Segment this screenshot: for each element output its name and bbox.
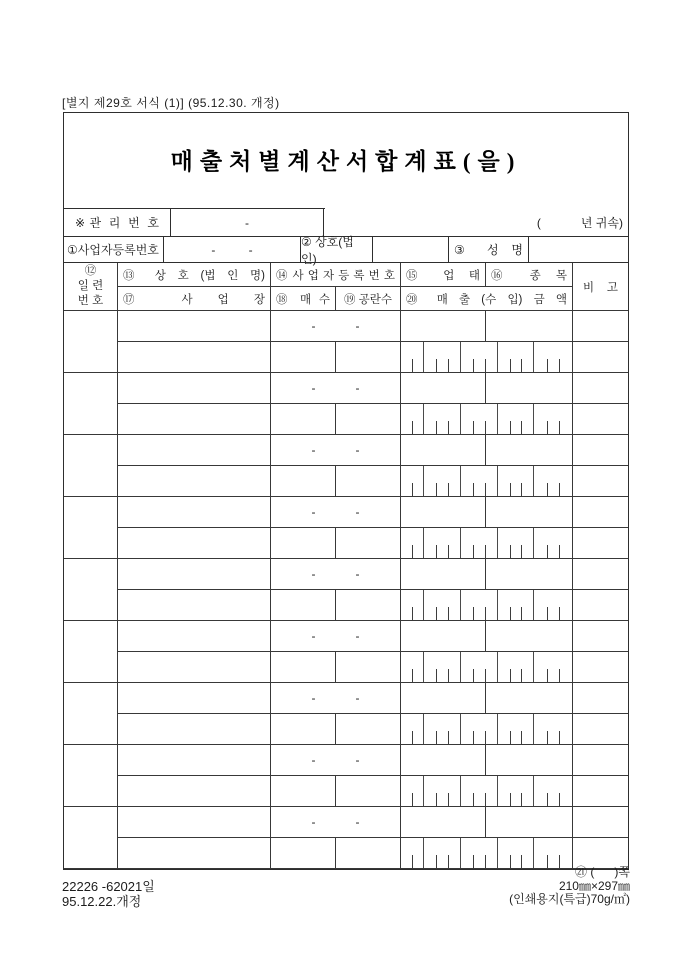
header-trade-name: ⑬ 상 호 (법 인 명) bbox=[118, 263, 271, 287]
amount-digit-group bbox=[534, 714, 572, 744]
remarks-cell[interactable] bbox=[573, 807, 628, 838]
amount-digit-group bbox=[401, 776, 424, 806]
amount-digit-group bbox=[498, 404, 534, 434]
reg-no-cell[interactable]: - - bbox=[271, 311, 401, 342]
amount-digit-group bbox=[424, 714, 461, 744]
form-title: 매출처별계산서합계표(을) bbox=[170, 149, 522, 174]
amount-digit-group bbox=[424, 528, 461, 558]
amount-digit-group bbox=[498, 776, 534, 806]
sheet-count-cell[interactable] bbox=[271, 838, 336, 869]
business-type-cell[interactable] bbox=[401, 807, 486, 838]
amount-digit-group bbox=[498, 528, 534, 558]
table-row-group bbox=[64, 497, 628, 559]
amount-digit-group bbox=[498, 714, 534, 744]
amount-digit-group bbox=[461, 528, 498, 558]
item-cell[interactable] bbox=[486, 745, 573, 776]
serial-cell[interactable] bbox=[64, 497, 118, 559]
serial-cell[interactable] bbox=[64, 559, 118, 621]
trade-name-cell[interactable] bbox=[118, 311, 271, 342]
header-workplace: ⑰ 사 업 장 bbox=[118, 287, 271, 311]
amount-cell[interactable] bbox=[401, 528, 573, 559]
remarks-cell[interactable] bbox=[573, 745, 628, 776]
amount-cell[interactable] bbox=[401, 776, 573, 807]
item-cell[interactable] bbox=[486, 621, 573, 652]
paper-spec: (인쇄용지(특급)70g/㎡) bbox=[509, 892, 630, 906]
workplace-cell[interactable] bbox=[118, 466, 271, 497]
amount-digit-group bbox=[534, 466, 572, 496]
amount-digit-group bbox=[424, 652, 461, 682]
serial-cell[interactable] bbox=[64, 311, 118, 373]
amount-digit-group bbox=[461, 776, 498, 806]
remarks-cell[interactable] bbox=[573, 497, 628, 528]
business-reg-no-label: ①사업자등록번호 bbox=[64, 237, 164, 262]
trade-name-cell[interactable] bbox=[118, 807, 271, 838]
header-serial-number: ⑫ 일 련 번 호 bbox=[64, 263, 118, 311]
trade-name-cell[interactable] bbox=[118, 745, 271, 776]
blank-count-cell[interactable] bbox=[336, 652, 401, 683]
amount-digit-group bbox=[424, 342, 461, 372]
amount-cell[interactable] bbox=[401, 590, 573, 621]
form-border bbox=[63, 112, 629, 870]
amount-cell[interactable] bbox=[401, 714, 573, 745]
amount-digit-group bbox=[461, 466, 498, 496]
person-name-label: ③ 성 명 bbox=[449, 237, 529, 262]
workplace-cell[interactable] bbox=[118, 776, 271, 807]
reg-no-cell[interactable]: - - bbox=[271, 559, 401, 590]
amount-digit-group bbox=[401, 714, 424, 744]
serial-cell[interactable] bbox=[64, 435, 118, 497]
person-name-field[interactable] bbox=[529, 237, 628, 262]
amount-digit-group bbox=[424, 404, 461, 434]
amount-cell[interactable] bbox=[401, 466, 573, 497]
amount-digit-group bbox=[534, 528, 572, 558]
remarks-cell[interactable] bbox=[573, 404, 628, 435]
form-revision-date: 95.12.22.개정 bbox=[62, 894, 142, 909]
business-type-cell[interactable] bbox=[401, 497, 486, 528]
amount-digit-group bbox=[424, 466, 461, 496]
remarks-cell[interactable] bbox=[573, 435, 628, 466]
remarks-cell[interactable] bbox=[573, 652, 628, 683]
table-row-group bbox=[64, 745, 628, 807]
management-number-field[interactable]: - bbox=[171, 209, 324, 236]
amount-cell[interactable] bbox=[401, 838, 573, 869]
amount-digit-group bbox=[534, 776, 572, 806]
item-cell[interactable] bbox=[486, 373, 573, 404]
trade-name-cell[interactable] bbox=[118, 435, 271, 466]
table-row-group bbox=[64, 807, 628, 869]
item-cell[interactable] bbox=[486, 435, 573, 466]
management-number-label: ※관 리 번 호 bbox=[64, 209, 171, 236]
remarks-cell[interactable] bbox=[573, 311, 628, 342]
amount-cell[interactable] bbox=[401, 342, 573, 373]
serial-cell[interactable] bbox=[64, 683, 118, 745]
table-row-group bbox=[64, 311, 628, 373]
sheet-count-cell[interactable] bbox=[271, 776, 336, 807]
sheet-count-cell[interactable] bbox=[271, 466, 336, 497]
workplace-cell[interactable] bbox=[118, 590, 271, 621]
page-badge: ㉑ bbox=[575, 865, 588, 879]
table-row-group bbox=[64, 621, 628, 683]
reg-no-cell[interactable]: - - bbox=[271, 497, 401, 528]
amount-digit-group bbox=[424, 590, 461, 620]
sheet-count-cell[interactable] bbox=[271, 652, 336, 683]
remarks-cell[interactable] bbox=[573, 559, 628, 590]
item-cell[interactable] bbox=[486, 683, 573, 714]
amount-digit-group bbox=[498, 466, 534, 496]
amount-digit-group bbox=[401, 590, 424, 620]
serial-cell[interactable] bbox=[64, 373, 118, 435]
trade-name-cell[interactable] bbox=[118, 559, 271, 590]
blank-count-cell[interactable] bbox=[336, 404, 401, 435]
header-remarks: 비 고 bbox=[573, 263, 628, 311]
reg-no-cell[interactable]: - - bbox=[271, 621, 401, 652]
form-code: 22226 -62021일 bbox=[62, 879, 155, 894]
blank-count-cell[interactable] bbox=[336, 714, 401, 745]
table-row-group bbox=[64, 373, 628, 435]
remarks-cell[interactable] bbox=[573, 373, 628, 404]
amount-digit-group bbox=[534, 652, 572, 682]
business-type-cell[interactable] bbox=[401, 559, 486, 590]
amount-digit-group bbox=[461, 838, 498, 868]
remarks-cell[interactable] bbox=[573, 466, 628, 497]
amount-digit-group bbox=[461, 404, 498, 434]
amount-digit-group bbox=[401, 404, 424, 434]
amount-digit-group bbox=[461, 342, 498, 372]
table-row-group bbox=[64, 559, 628, 621]
amount-digit-group bbox=[401, 652, 424, 682]
business-type-cell[interactable] bbox=[401, 435, 486, 466]
remarks-cell[interactable] bbox=[573, 776, 628, 807]
business-type-cell[interactable] bbox=[401, 745, 486, 776]
management-number-row bbox=[64, 208, 325, 236]
trade-name-cell[interactable] bbox=[118, 373, 271, 404]
header-item: ⑯ 종 목 bbox=[486, 263, 573, 287]
amount-digit-group bbox=[461, 652, 498, 682]
item-cell[interactable] bbox=[486, 311, 573, 342]
amount-digit-group bbox=[498, 590, 534, 620]
sheet-count-cell[interactable] bbox=[271, 342, 336, 373]
trade-name-cell[interactable] bbox=[118, 683, 271, 714]
workplace-cell[interactable] bbox=[118, 404, 271, 435]
business-type-cell[interactable] bbox=[401, 311, 486, 342]
business-type-cell[interactable] bbox=[401, 621, 486, 652]
amount-digit-group bbox=[401, 466, 424, 496]
amount-digit-group bbox=[534, 342, 572, 372]
header-blank-count: ⑲ 공란수 bbox=[336, 287, 401, 311]
amount-cell[interactable] bbox=[401, 404, 573, 435]
amount-digit-group bbox=[424, 776, 461, 806]
page-number-note: ㉑ ( )쪽 bbox=[575, 865, 630, 879]
header-business-reg-no: ⑭ 사 업 자 등 록 번 호 bbox=[271, 263, 401, 287]
company-name-field[interactable] bbox=[373, 237, 449, 262]
workplace-cell[interactable] bbox=[118, 528, 271, 559]
table-header bbox=[64, 263, 628, 311]
amount-digit-group bbox=[401, 528, 424, 558]
serial-cell[interactable] bbox=[64, 745, 118, 807]
doc-reference-label: [별지 제29호 서식 (1)] (95.12.30. 개정) bbox=[62, 96, 280, 110]
trade-name-cell[interactable] bbox=[118, 621, 271, 652]
paper-spec-block bbox=[509, 866, 630, 907]
reg-no-cell[interactable]: - - bbox=[271, 807, 401, 838]
sheet-count-cell[interactable] bbox=[271, 590, 336, 621]
year-attribution-note: ( 년 귀속) bbox=[536, 215, 623, 230]
sheet-count-cell[interactable] bbox=[271, 528, 336, 559]
item-cell[interactable] bbox=[486, 807, 573, 838]
invoice-summary-table bbox=[64, 262, 628, 869]
form-code-block bbox=[62, 879, 155, 909]
business-type-cell[interactable] bbox=[401, 373, 486, 404]
amount-digit-group bbox=[534, 404, 572, 434]
amount-cell[interactable] bbox=[401, 652, 573, 683]
remarks-cell[interactable] bbox=[573, 342, 628, 373]
amount-digit-group bbox=[498, 838, 534, 868]
reg-no-cell[interactable]: - - bbox=[271, 373, 401, 404]
table-row-group bbox=[64, 435, 628, 497]
remarks-cell[interactable] bbox=[573, 590, 628, 621]
company-name-label: ② 상호(법 인) bbox=[301, 237, 373, 262]
item-cell[interactable] bbox=[486, 559, 573, 590]
blank-count-cell[interactable] bbox=[336, 466, 401, 497]
workplace-cell[interactable] bbox=[118, 342, 271, 373]
business-type-cell[interactable] bbox=[401, 683, 486, 714]
amount-digit-group bbox=[534, 590, 572, 620]
amount-digit-group bbox=[401, 342, 424, 372]
reg-no-cell[interactable]: - - bbox=[271, 435, 401, 466]
blank-count-cell[interactable] bbox=[336, 838, 401, 869]
sheet-count-cell[interactable] bbox=[271, 714, 336, 745]
blank-count-cell[interactable] bbox=[336, 590, 401, 621]
trade-name-cell[interactable] bbox=[118, 497, 271, 528]
reg-no-cell[interactable]: - - bbox=[271, 683, 401, 714]
blank-count-cell[interactable] bbox=[336, 776, 401, 807]
amount-digit-group bbox=[461, 590, 498, 620]
remarks-cell[interactable] bbox=[573, 714, 628, 745]
amount-digit-group bbox=[424, 838, 461, 868]
blank-count-cell[interactable] bbox=[336, 342, 401, 373]
amount-digit-group bbox=[498, 652, 534, 682]
serial-cell[interactable] bbox=[64, 807, 118, 869]
header-sales-amount: ⑳ 매 출 (수 입) 금 액 bbox=[401, 287, 573, 311]
remarks-cell[interactable] bbox=[573, 683, 628, 714]
remarks-cell[interactable] bbox=[573, 621, 628, 652]
item-cell[interactable] bbox=[486, 497, 573, 528]
amount-digit-group bbox=[498, 342, 534, 372]
serial-cell[interactable] bbox=[64, 621, 118, 683]
header-sheet-count: ⑱ 매 수 bbox=[271, 287, 336, 311]
header-business-type: ⑮ 업 태 bbox=[401, 263, 486, 287]
workplace-cell[interactable] bbox=[118, 652, 271, 683]
business-reg-no-field[interactable]: - - bbox=[164, 237, 301, 262]
table-row-group bbox=[64, 683, 628, 745]
amount-digit-group bbox=[534, 838, 572, 868]
remarks-cell[interactable] bbox=[573, 528, 628, 559]
workplace-cell[interactable] bbox=[118, 714, 271, 745]
reg-no-cell[interactable]: - - bbox=[271, 745, 401, 776]
sheet-count-cell[interactable] bbox=[271, 404, 336, 435]
paper-size: 210㎜×297㎜ bbox=[558, 878, 630, 893]
amount-digit-group bbox=[461, 714, 498, 744]
filer-info-row bbox=[64, 234, 628, 266]
workplace-cell[interactable] bbox=[118, 838, 271, 869]
amount-digit-group bbox=[401, 838, 424, 868]
blank-count-cell[interactable] bbox=[336, 528, 401, 559]
